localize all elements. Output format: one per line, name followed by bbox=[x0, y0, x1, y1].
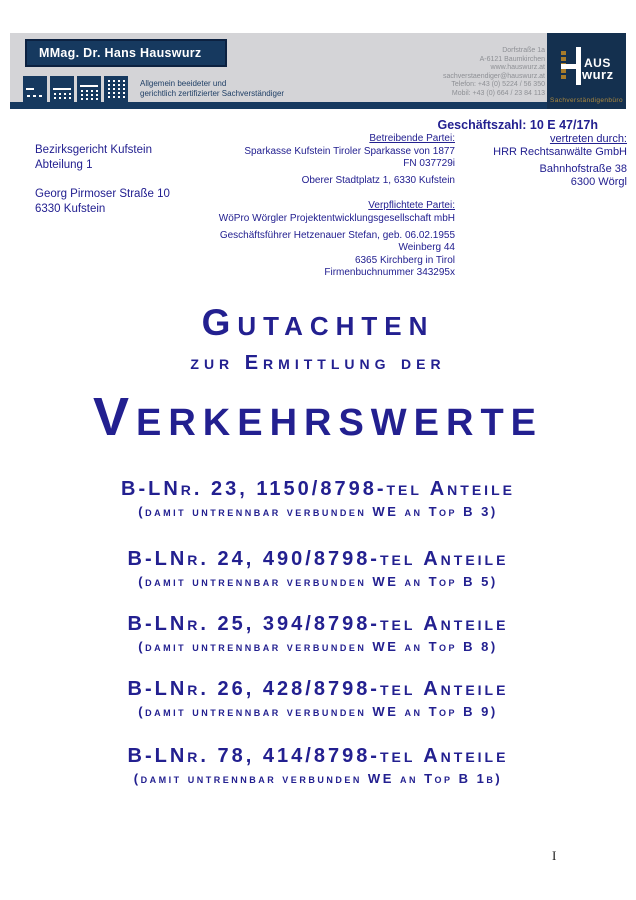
representative-name: HRR Rechtsanwälte GmbH bbox=[493, 146, 627, 158]
representative-label: vertreten durch: bbox=[549, 133, 627, 145]
spacer bbox=[35, 173, 170, 187]
court-department: Abteilung 1 bbox=[35, 159, 93, 171]
debtor-city: 6365 Kirchberg in Tirol bbox=[354, 254, 455, 266]
logo-h-crossbar bbox=[561, 64, 578, 69]
certification-text bbox=[140, 79, 284, 99]
court-city: 6330 Kufstein bbox=[35, 203, 106, 215]
court-name: Bezirksgericht Kufstein bbox=[35, 144, 152, 156]
entry-subheading: (damit untrennbar verbunden WE an Top B 5) bbox=[138, 574, 498, 589]
debtor-label: Verpflichtete Partei: bbox=[368, 200, 455, 212]
court-address-block bbox=[35, 143, 170, 217]
certification-line-1: Allgemein beeideter und bbox=[140, 79, 227, 88]
certification-line-2: gerichtlich zertifizierter Sachverständiger bbox=[140, 89, 285, 98]
expert-name-plate: MMag. Dr. Hans Hauswurz bbox=[25, 39, 227, 67]
representative-column bbox=[493, 133, 627, 189]
entry-heading: B-LNr. 26, 428/8798-tel Anteile bbox=[127, 678, 509, 700]
contact-email: sachverstaendiger@hauswurz.at bbox=[442, 72, 545, 80]
document-subtitle: zur Ermittlung der bbox=[190, 352, 446, 374]
contact-mobile: Mobil: +43 (0) 664 / 23 84 113 bbox=[451, 89, 545, 97]
document-title: Gutachten bbox=[201, 302, 435, 343]
spacer bbox=[219, 187, 455, 200]
creditor-name: Sparkasse Kufstein Tiroler Sparkasse von 1877 bbox=[244, 145, 455, 157]
entry-subheading: (damit untrennbar verbunden WE an Top B 1b) bbox=[133, 771, 503, 786]
creditor-label: Betreibende Partei: bbox=[369, 133, 455, 144]
court-street: Georg Pirmoser Straße 10 bbox=[35, 188, 170, 200]
contact-address-line: Dorfstraße 1a bbox=[502, 47, 545, 54]
entry-blnr-23 bbox=[0, 476, 636, 522]
hauswurz-logo bbox=[547, 33, 626, 109]
debtor-name: WöPro Wörgler Projektentwicklungsgesellschaft mbH bbox=[218, 212, 455, 224]
file-number: Geschäftszahl: 10 E 47/17h bbox=[437, 118, 598, 132]
creditor-fn: FN 037729i bbox=[403, 158, 455, 170]
entry-blnr-25 bbox=[0, 611, 636, 657]
entry-heading: B-LNr. 78, 414/8798-tel Anteile bbox=[127, 745, 509, 767]
building-icon-4 bbox=[104, 76, 128, 102]
logo-subtitle: Sachverständigenbüro bbox=[549, 97, 624, 104]
entry-heading: B-LNr. 24, 490/8798-tel Anteile bbox=[127, 548, 509, 570]
parties-column bbox=[219, 133, 455, 280]
debtor-register: Firmenbuchnummer 343295x bbox=[324, 267, 455, 279]
page-number: I bbox=[552, 848, 557, 863]
entry-blnr-78 bbox=[0, 743, 636, 789]
document-title-main: Verkehrswerte bbox=[92, 387, 544, 447]
contact-phone: Telefon: +43 (0) 5224 / 56 350 bbox=[451, 81, 545, 89]
debtor-street: Weinberg 44 bbox=[398, 242, 455, 254]
building-icon-3 bbox=[77, 76, 101, 102]
entry-heading: B-LNr. 25, 394/8798-tel Anteile bbox=[127, 613, 509, 635]
representative-street: Bahnhofstraße 38 bbox=[539, 163, 627, 175]
creditor-address: Oberer Stadtplatz 1, 6330 Kufstein bbox=[301, 174, 455, 186]
entry-subheading: (damit untrennbar verbunden WE an Top B 8) bbox=[138, 639, 498, 654]
letterhead-divider-bar bbox=[10, 102, 626, 109]
building-icon-1 bbox=[23, 76, 47, 102]
contact-website: www.hauswurz.at bbox=[490, 64, 545, 72]
representative-city: 6300 Wörgl bbox=[570, 176, 627, 188]
contact-city-line: A-6121 Baumkirchen bbox=[479, 55, 545, 63]
entry-subheading: (damit untrennbar verbunden WE an Top B 3) bbox=[138, 504, 498, 519]
entry-heading: B-LNr. 23, 1150/8798-tel Anteile bbox=[121, 478, 515, 500]
entry-blnr-24 bbox=[0, 546, 636, 592]
logo-word-wurz: wurz bbox=[582, 67, 614, 82]
entry-blnr-26 bbox=[0, 676, 636, 722]
building-icon-2 bbox=[50, 76, 74, 102]
logo-word-aus: AUS bbox=[584, 56, 611, 70]
debtor-manager: Geschäftsführer Hetzenauer Stefan, geb. 06.02.1955 bbox=[219, 229, 455, 241]
entry-subheading: (damit untrennbar verbunden WE an Top B 9) bbox=[138, 704, 498, 719]
contact-block bbox=[443, 47, 545, 99]
